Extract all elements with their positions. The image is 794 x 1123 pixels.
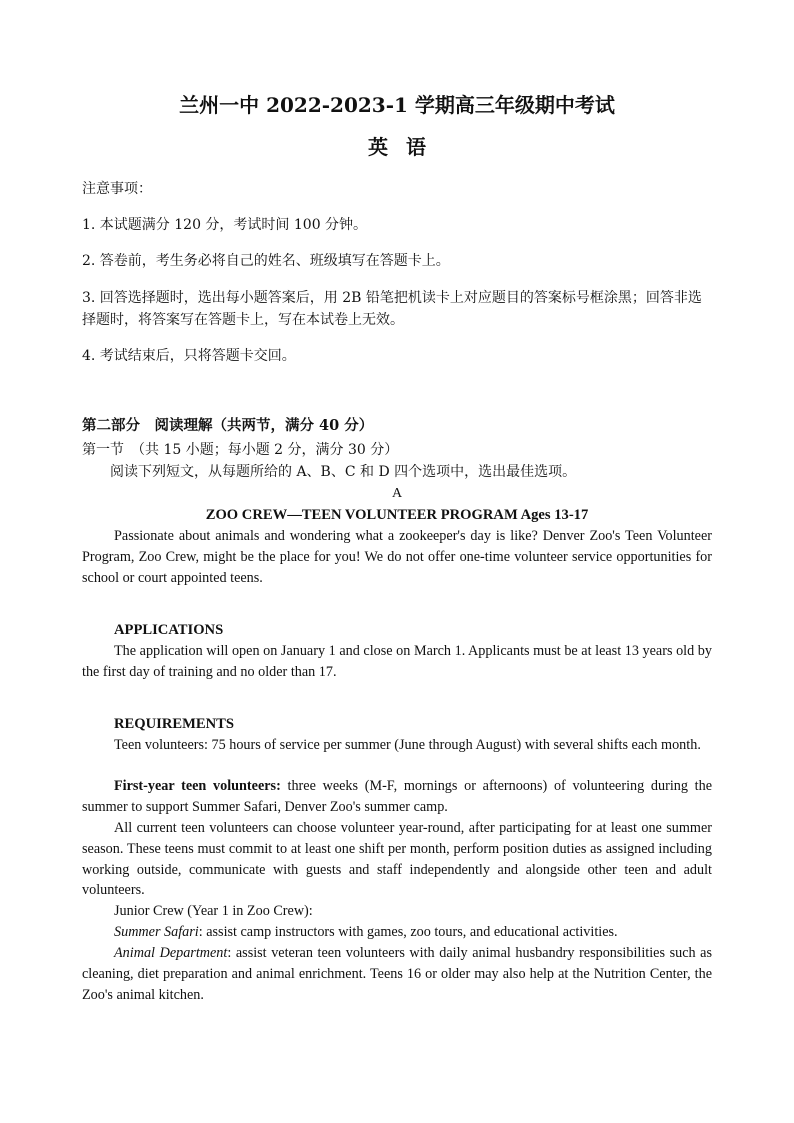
part-title: 第二部分 阅读理解（共两节，满分 40 分） — [82, 417, 374, 434]
animal-department-label: Animal Department — [114, 945, 228, 961]
summer-safari-label: Summer Safari — [114, 924, 199, 940]
requirements-heading: REQUIREMENTS — [114, 716, 235, 732]
summer-safari-paragraph — [82, 922, 712, 943]
first-year-text: three weeks (M-F, mornings or afternoons) of volunteering during the summer to support Summer Safari, Denver Zoo's summer camp. — [82, 778, 712, 815]
first-year-label: First-year teen volunteers: — [114, 778, 281, 794]
note-item: 4. 考试结束后，只将答题卡交回。 — [82, 348, 296, 364]
animal-department-text: : assist veteran teen volunteers with daily animal husbandry responsibilities such as cleaning, diet preparation and animal enrichment. Teens 16 or older may also help at the Nutrition Center, the Zoo's animal kitchen. — [82, 945, 712, 1003]
animal-department-paragraph — [82, 943, 712, 1005]
first-year-paragraph — [82, 776, 712, 818]
current-volunteers-text: All current teen volunteers can choose volunteer year-round, after participating for at least one summer season. These teens must commit to at least one shift per month, perform position duties as assigned including working outside, communicate with guests and staff independently and alongside other teen and adult volunteers. — [82, 820, 712, 899]
notes-heading: 注意事项： — [82, 181, 152, 197]
instructions: 阅读下列短文，从每题所给的 A、B、C 和 D 四个选项中，选出最佳选项。 — [110, 464, 577, 480]
exam-subject: 英语 — [368, 135, 444, 159]
junior-crew-heading: Junior Crew (Year 1 in Zoo Crew): — [114, 903, 313, 919]
exam-title: 兰州一中 2022-2023-1 学期高三年级期中考试 — [179, 93, 615, 117]
passage-intro: Passionate about animals and wondering what a zookeeper's day is like? Denver Zoo's Teen Volunteer Program, Zoo Crew, might be the place for you! We do not offer one-time volunteer service opportunities for school or court appointed teens. — [82, 528, 712, 586]
passage-title: ZOO CREW—TEEN VOLUNTEER PROGRAM Ages 13-17 — [205, 507, 589, 523]
summer-safari-text: : assist camp instructors with games, zoo tours, and educational activities. — [198, 924, 618, 940]
section-title: 第一节 （共 15 小题；每小题 2 分，满分 30 分） — [82, 442, 399, 458]
passage-letter: A — [391, 486, 403, 501]
applications-heading: APPLICATIONS — [114, 622, 224, 638]
teen-volunteers-text: Teen volunteers: 75 hours of service per summer (June through August) with several shifts each month. — [114, 737, 701, 753]
applications-text: The application will open on January 1 and close on March 1. Applicants must be at least 13 years old by the first day of training and no older than 17. — [82, 643, 712, 680]
note-item: 3. 回答选择题时，选出每小题答案后，用 2B 铅笔把机读卡上对应题目的答案标号框涂黑；回答非选择题时，将答案写在答题卡上，写在本试卷上无效。 — [82, 290, 702, 328]
note-item: 1. 本试题满分 120 分，考试时间 100 分钟。 — [82, 217, 368, 233]
note-item: 2. 答卷前，考生务必将自己的姓名、班级填写在答题卡上。 — [82, 253, 450, 269]
